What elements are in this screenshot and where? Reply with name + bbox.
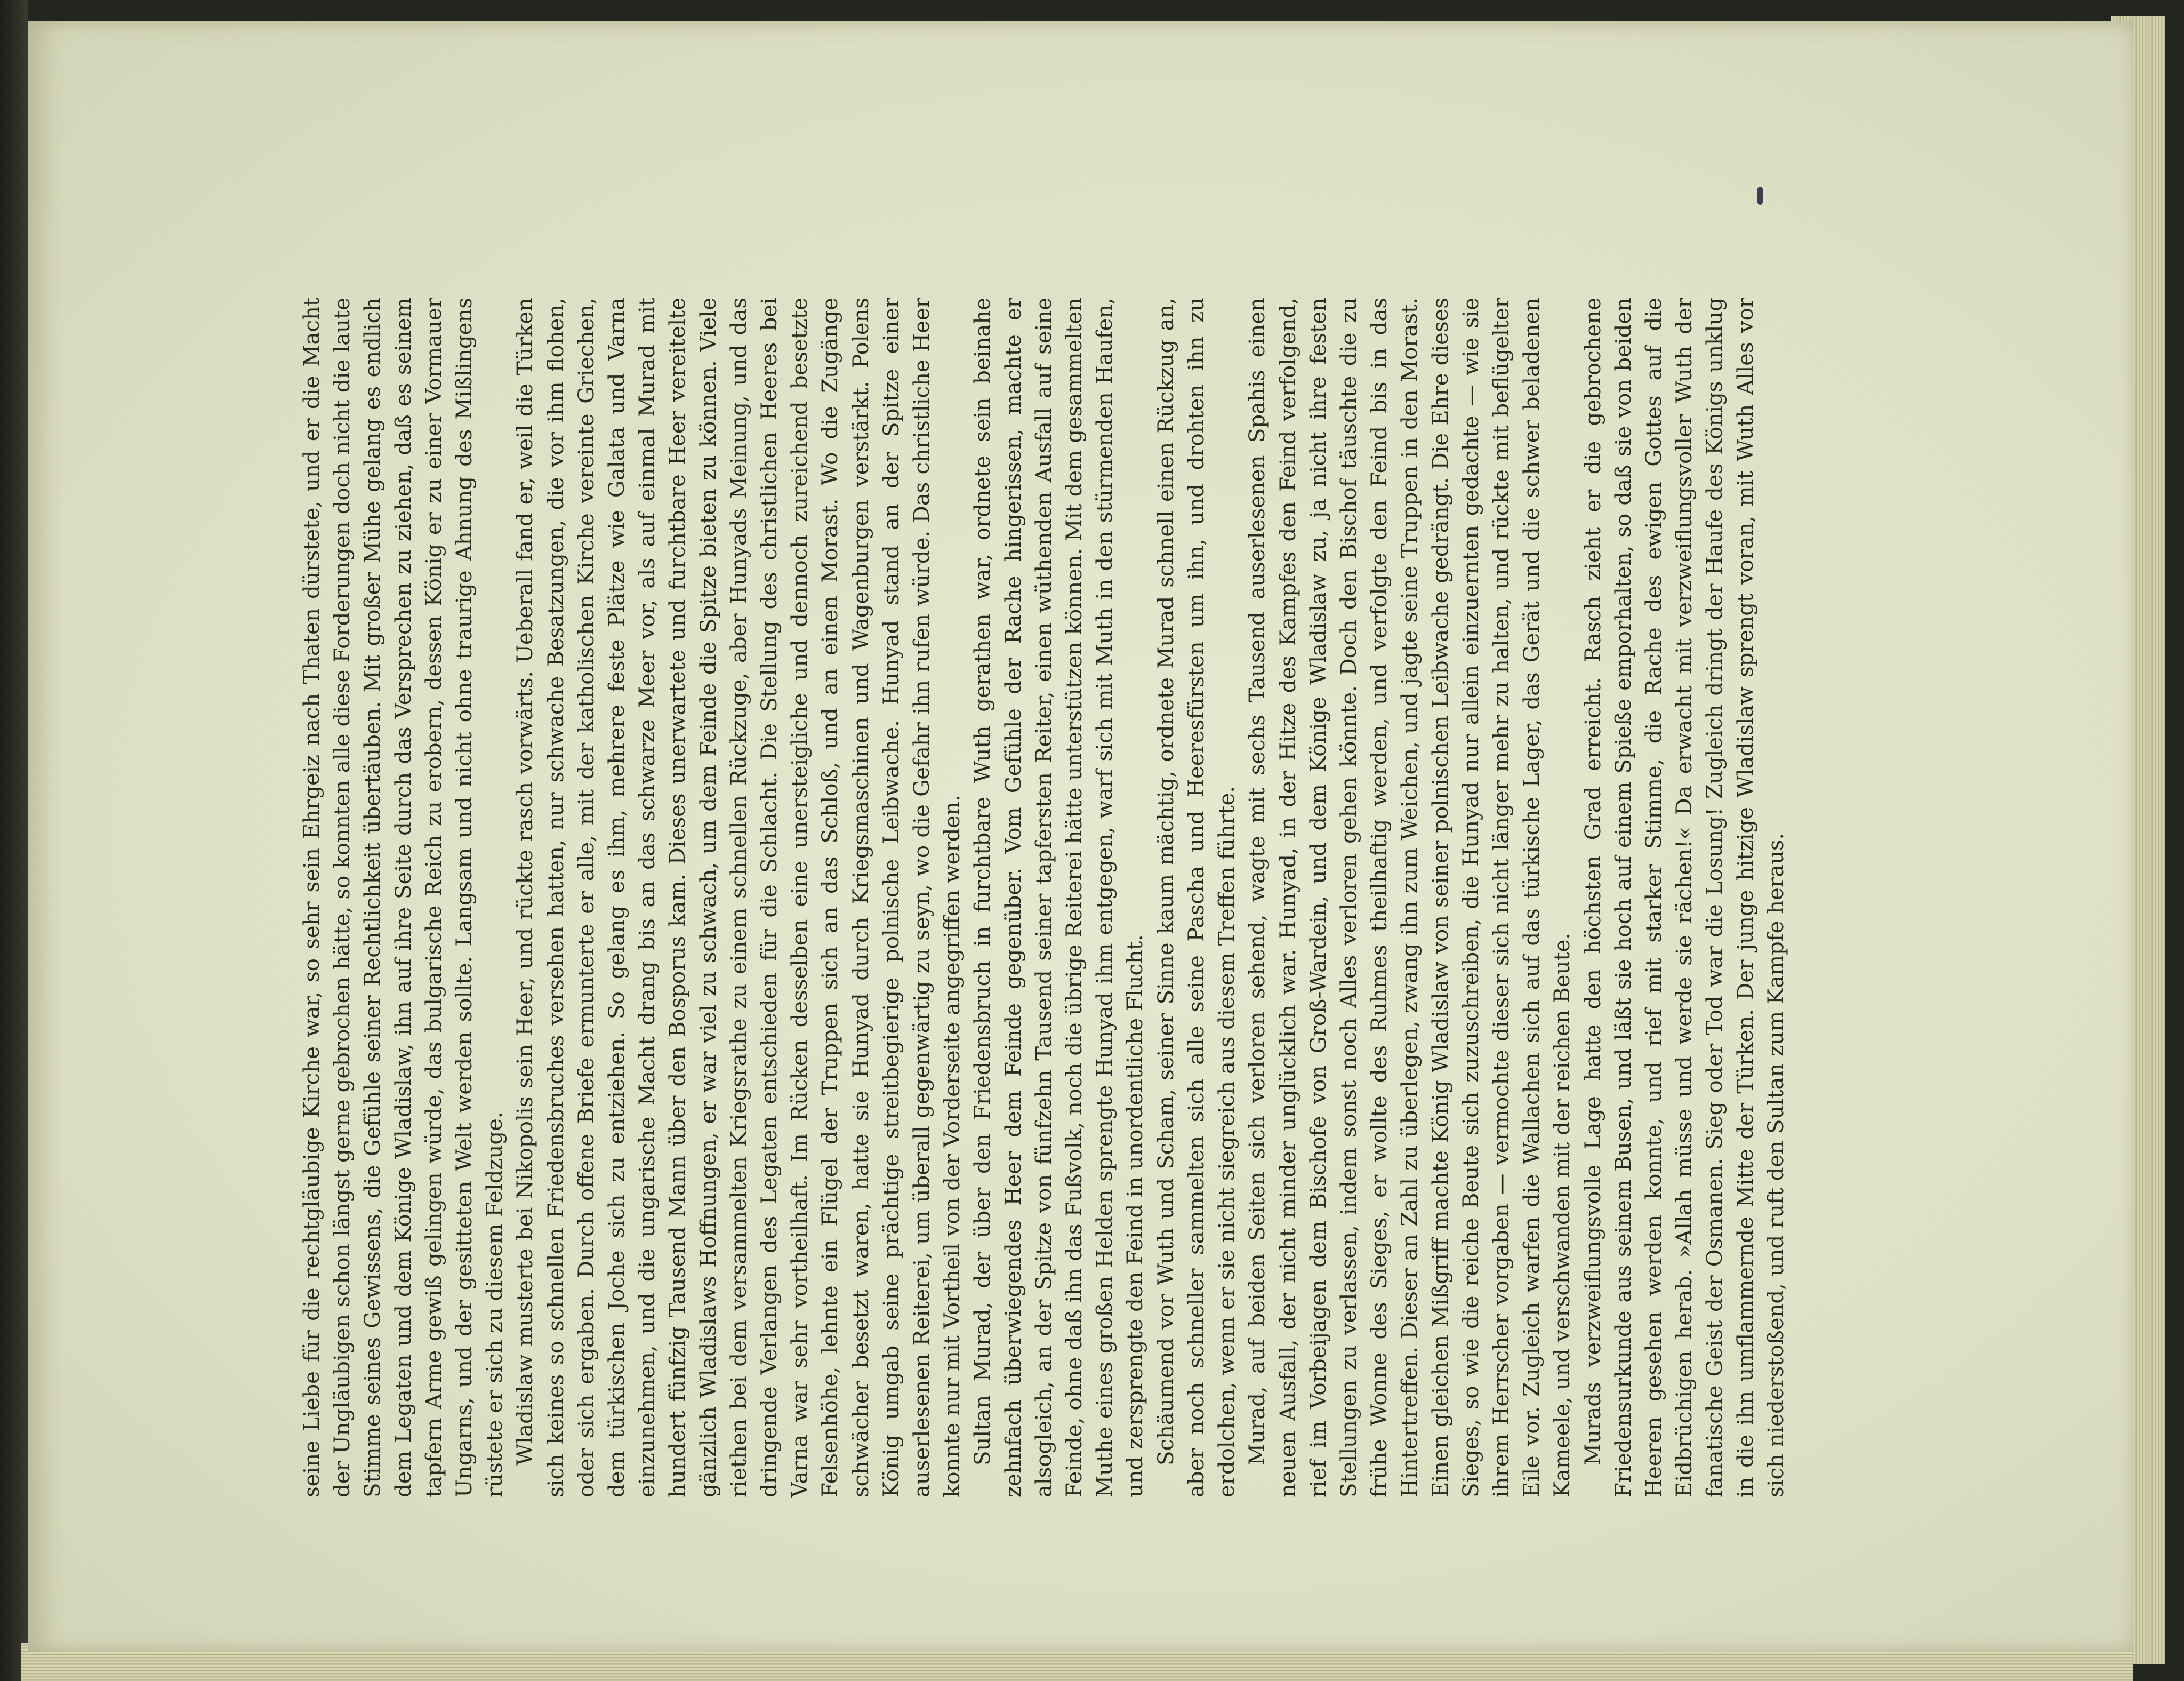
paragraph: Murad, auf beiden Seiten sich verloren sehend, wagte mit sechs Tausend auserlesenen Spahis einen neuen Ausfall, der nicht minder unglücklich war. Hunyad, in der Hitze des Kampfes den Feind verfolgend, rief im Vorbeijagen dem Bischofe von Groß-Wardein, und dem Könige Wladislaw zu, ja nicht ihre festen Stellungen zu verlassen, indem sonst noch Alles verloren gehen könnte. Doch den Bischof täuschte die zu frühe Wonne des Sieges, er wollte des Ruhmes theilhaftig werden, und verfolgte den Feind bis in das Hintertreffen. Dieser an Zahl zu überlegen, zwang ihn zum Weichen, und jagte seine Truppen in den Morast. Einen gleichen Mißgriff machte König Wladislaw von seiner polnischen Leibwache gedrängt. Die Ehre dieses Sieges, so wie die reiche Beute sich zuzuschreiben, die Hunyad nur allein einzuernten gedachte — wie sie ihrem Herrscher vorgaben — vermochte dieser sich nicht länger mehr zu halten, und rückte mit beflügelter Eile vor. Zugleich warfen die Wallachen sich auf das türkische Lager, das Gerät und die schwer beladenen Kameele, und verschwanden mit der reichen Beute. bbox=[1245, 298, 1575, 1498]
paragraph: Murads verzweiflungsvolle Lage hatte den höchsten Grad erreicht. Rasch zieht er die gebrochene Friedensurkunde aus seinem Busen, und läßt sie hoch auf einem Spieße emporhalten, so daß sie von beiden Heeren gesehen werden konnte, und rief mit starker Stimme, die Rache des ewigen Gottes auf die Eidbrüchigen herab. »Allah müsse und werde sie rächen!« Da erwacht mit verzweiflungsvoller Wuth der fanatische Geist der Osmanen. Sieg oder Tod war die Losung! Zugleich dringt der Haufe des Königs unklug in die ihn umflammernde Mitte der Türken. Der junge hitzige Wladislaw sprengt voran, mit Wuth Alles vor sich niederstoßend, und ruft den Sultan zum Kampfe heraus. bbox=[1580, 298, 1788, 1498]
paragraph: seine Liebe für die rechtgläubige Kirche war, so sehr sein Ehrgeiz nach Thaten dürstete, und er die Macht der Ungläubigen schon längst gerne gebrochen hätte, so konnten alle diese Forderungen doch nicht die laute Stimme seines Gewissens, die Gefühle seiner Rechtlichkeit übertäuben. Mit großer Mühe gelang es endlich dem Legaten und dem Könige Wladislaw, ihn auf ihre Seite durch das Versprechen zu ziehen, daß es seinem tapfern Arme gewiß gelingen würde, das bulgarische Reich zu erobern, dessen König er zu einer Vormauer Ungarns, und der gesitteten Welt werden sollte. Langsam und nicht ohne traurige Ahnung des Mißlingens rüstete er sich zu diesem Feldzuge. bbox=[300, 298, 508, 1498]
paragraph: Sultan Murad, der über den Friedensbruch in furchtbare Wuth gerathen war, ordnete sein beinahe zehnfach überwiegendes Heer dem Feinde gegenüber. Vom Gefühle der Rache hingerissen, machte er alsogleich, an der Spitze von fünfzehn Tausend seiner tapfersten Reiter, einen wüthenden Ausfall auf seine Feinde, ohne daß ihn das Fußvolk, noch die übrige Reiterei hätte unterstützen können. Mit dem gesammelten Muthe eines großen Helden sprengte Hunyad ihm entgegen, warf sich mit Muth in den stürmenden Haufen, und zersprengte den Feind in unordentliche Flucht. bbox=[970, 298, 1148, 1498]
ink-speck bbox=[1757, 187, 1763, 205]
paragraph: Schäumend vor Wuth und Scham, seiner Sinne kaum mächtig, ordnete Murad schnell einen Rückzug an, aber noch schneller sammelten sich alle seine Pascha und Heeresfürsten um ihn, und drohten ihn zu erdolchen, wenn er sie nicht siegreich aus diesem Treffen führte. bbox=[1153, 298, 1240, 1498]
rotated-text-block bbox=[297, 298, 1886, 1498]
book-spine bbox=[0, 0, 28, 1681]
paragraph: Wladislaw musterte bei Nikopolis sein Heer, und rückte rasch vorwärts. Ueberall fand er, weil die Türken sich keines so schnellen Friedensbruches versehen hatten, nur schwache Besatzungen, die vor ihm flohen, oder sich ergaben. Durch offene Briefe ermunterte er alle, mit der katholischen Kirche vereinte Griechen, dem türkischen Joche sich zu entziehen. So gelang es ihm, mehrere feste Plätze wie Galata und Varna einzunehmen, und die ungarische Macht drang bis an das schwarze Meer vor, als auf einmal Murad mit hundert fünfzig Tausend Mann über den Bosporus kam. Dieses unerwartete und furchtbare Heer vereitelte gänzlich Wladislaws Hoffnungen, er war viel zu schwach, um dem Feinde die Spitze bieten zu können. Viele riethen bei dem versammelten Kriegsrathe zu einem schnellen Rückzuge, aber Hunyads Meinung, und das dringende Verlangen des Legaten entschieden für die Schlacht. Die Stellung des christlichen Heeres bei Varna war sehr vortheilhaft. Im Rücken desselben eine unersteigliche und dennoch zureichend besetzte Felsenhöhe, lehnte ein Flügel der Truppen sich an das Schloß, und an einen Morast. Wo die Zugänge schwächer besetzt waren, hatte sie Hunyad durch Kriegsmaschinen und Wagenburgen verstärkt. Polens König umgab seine prächtige streitbegierige polnische Leibwache. Hunyad stand an der Spitze einer auserlesenen Reiterei, um überall gegenwärtig zu seyn, wo die Gefahr ihn rufen würde. Das christliche Heer konnte nur mit Vortheil von der Vorderseite angegriffen werden. bbox=[513, 298, 965, 1498]
